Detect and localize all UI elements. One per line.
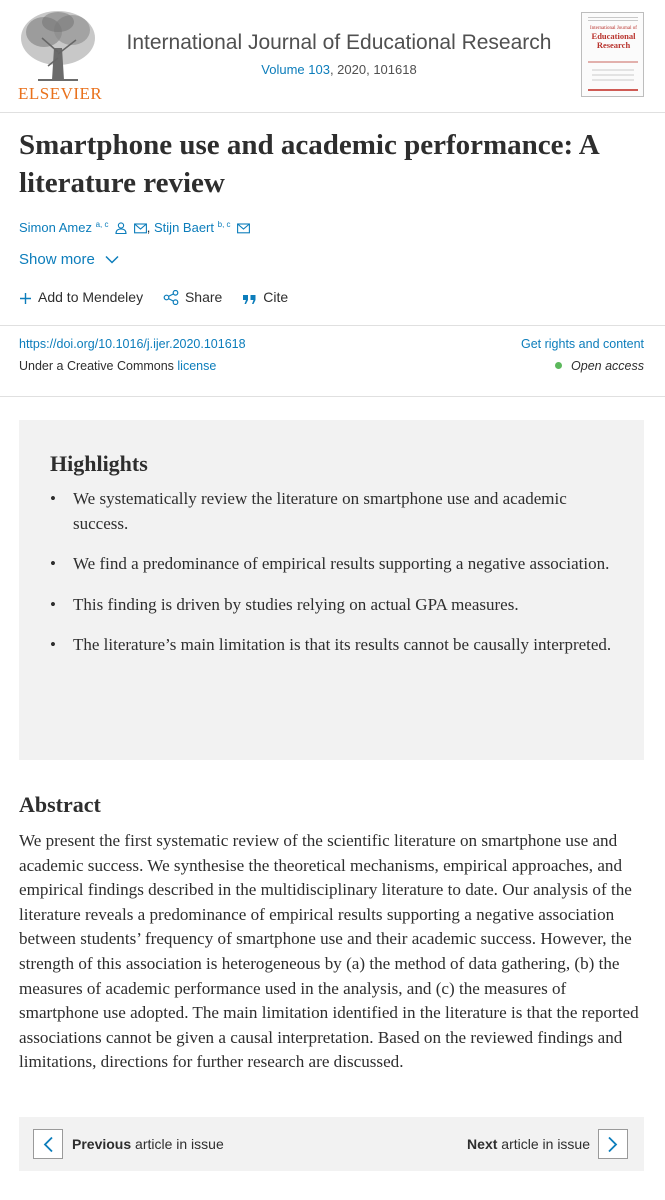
cover-small-title: International Journal of bbox=[590, 26, 637, 31]
cover-title bbox=[584, 32, 643, 50]
cover-text-line bbox=[592, 79, 634, 81]
volume-link[interactable]: Volume 103 bbox=[261, 62, 330, 77]
cover-footer-bar bbox=[588, 89, 638, 91]
cover-header-lines bbox=[588, 17, 638, 21]
highlight-text: We find a predominance of empirical results supporting a negative association. bbox=[73, 554, 610, 573]
add-to-mendeley-button[interactable] bbox=[19, 289, 143, 305]
license-notice bbox=[19, 359, 216, 373]
chevron-down-icon bbox=[105, 251, 119, 268]
highlight-text: This finding is driven by studies relying on actual GPA measures. bbox=[73, 594, 519, 614]
volume-details: , 2020, 101618 bbox=[329, 62, 417, 77]
cover-text-line bbox=[592, 74, 634, 76]
highlight-item bbox=[50, 552, 620, 577]
email-icon[interactable] bbox=[237, 222, 250, 237]
author-name[interactable]: Simon Amez bbox=[19, 220, 92, 235]
email-icon[interactable] bbox=[134, 222, 147, 237]
bullet-marker: • bbox=[50, 594, 56, 614]
actions-divider bbox=[0, 325, 665, 326]
open-access-label: Open access bbox=[571, 359, 644, 373]
journal-header bbox=[0, 0, 665, 112]
share-icon bbox=[163, 290, 179, 305]
bullet-marker: • bbox=[50, 489, 56, 508]
quote-icon bbox=[242, 293, 257, 305]
mendeley-label: Add to Mendeley bbox=[38, 289, 144, 305]
highlight-text: The literature’s main limitation is that its results cannot be causally interpreted. bbox=[73, 635, 612, 654]
article-actions bbox=[19, 289, 304, 305]
journal-cover-thumbnail[interactable] bbox=[581, 12, 644, 97]
elsevier-logo[interactable] bbox=[18, 8, 103, 104]
previous-label-rest: article in issue bbox=[131, 1136, 224, 1152]
author-affiliation[interactable]: b, c bbox=[217, 220, 231, 229]
issue-navigation bbox=[19, 1117, 644, 1171]
cover-text-line bbox=[592, 69, 634, 71]
license-prefix: Under a Creative Commons bbox=[19, 359, 178, 373]
chevron-left-icon bbox=[42, 1136, 54, 1153]
next-article-button[interactable] bbox=[598, 1129, 628, 1159]
elsevier-wordmark: ELSEVIER bbox=[18, 84, 103, 103]
next-label-bold: Next bbox=[467, 1136, 498, 1152]
license-link[interactable]: license bbox=[177, 359, 217, 373]
article-title: Smartphone use and academic performance: A literature review bbox=[19, 129, 599, 199]
abstract-text: We present the first systematic review of the scientific literature on smartphone use and academic success. We synthesise the theoretical mechanisms, empirical approaches, and empirical findings described in the multidisciplinary literature to date. Our analysis of the literature reveals a predominance of empirical results supporting a negative association between students’ frequency of smartphone use and their academic success. However, the strength of this association is heterogeneous by (a) the method of data gathering, (b) the measures of academic performance used in the analysis, and (c) the measures of smartphone use adopted. The main limitation identified in the literature is that the reported associations cannot be given a causal interpretation. Based on the reviewed findings and limitations, directions for further research are discussed. bbox=[19, 831, 639, 1072]
highlight-item bbox=[50, 593, 620, 618]
highlight-item bbox=[50, 487, 620, 536]
share-label: Share bbox=[184, 289, 223, 305]
author-list bbox=[19, 220, 250, 237]
bullet-marker: • bbox=[50, 554, 56, 573]
journal-title[interactable]: International Journal of Educational Research bbox=[126, 31, 552, 54]
abstract-heading: Abstract bbox=[19, 792, 101, 817]
highlights-panel bbox=[19, 420, 644, 760]
open-access-badge bbox=[555, 359, 644, 373]
author-name[interactable]: Stijn Baert bbox=[154, 220, 214, 235]
author-affiliation[interactable]: a, c bbox=[95, 220, 109, 229]
highlight-item bbox=[50, 633, 620, 658]
next-label-rest: article in issue bbox=[497, 1136, 590, 1152]
previous-article-link[interactable] bbox=[72, 1136, 224, 1152]
person-icon[interactable] bbox=[115, 222, 127, 237]
cover-divider bbox=[588, 61, 638, 63]
previous-label-bold: Previous bbox=[72, 1136, 132, 1152]
header-divider bbox=[0, 112, 665, 113]
doi-link[interactable]: https://doi.org/10.1016/j.ijer.2020.101618 bbox=[19, 337, 246, 351]
tree-icon bbox=[18, 8, 98, 84]
show-more-label: Show more bbox=[19, 251, 95, 268]
cover-title-line: Educational bbox=[591, 31, 636, 41]
cite-button[interactable] bbox=[242, 289, 288, 305]
journal-volume bbox=[104, 62, 574, 77]
previous-article-button[interactable] bbox=[33, 1129, 63, 1159]
share-button[interactable] bbox=[163, 289, 222, 305]
chevron-right-icon bbox=[607, 1136, 619, 1153]
meta-divider bbox=[0, 396, 665, 397]
next-article-link[interactable] bbox=[467, 1136, 590, 1152]
highlights-list bbox=[50, 487, 620, 674]
open-access-dot-icon bbox=[555, 362, 562, 369]
bullet-marker: • bbox=[50, 635, 56, 654]
plus-icon bbox=[19, 292, 32, 305]
cite-label: Cite bbox=[263, 289, 289, 305]
highlight-text: We systematically review the literature on smartphone use and academic success. bbox=[73, 489, 567, 533]
show-more-button[interactable] bbox=[19, 251, 119, 268]
author-separator: , bbox=[146, 220, 151, 235]
rights-link[interactable]: Get rights and content bbox=[521, 337, 644, 351]
cover-title-line: Research bbox=[596, 40, 631, 50]
highlights-heading: Highlights bbox=[50, 451, 148, 476]
